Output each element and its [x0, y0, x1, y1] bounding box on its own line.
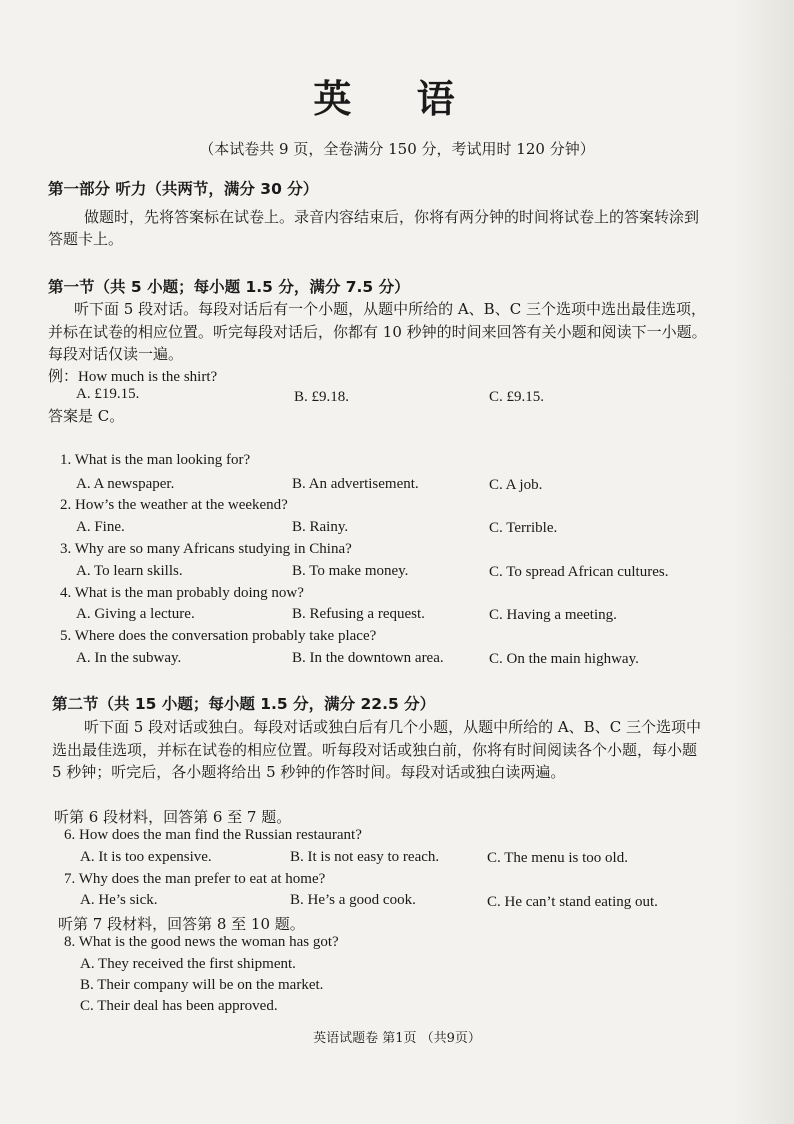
q5-option-a: A. In the subway. [76, 650, 182, 666]
q6-option-a: A. It is too expensive. [80, 849, 212, 865]
material-7-label: 听第 7 段材料，回答第 8 至 10 题。 [58, 915, 305, 933]
section2-heading: 第二节（共 15 小题；每小题 1.5 分，满分 22.5 分） [52, 695, 436, 713]
q7-option-a: A. He’s sick. [80, 892, 158, 908]
example-question: 例：How much is the shirt? [48, 369, 218, 385]
q5-option-c: C. On the main highway. [489, 651, 639, 667]
section2-instr-line2: 选出最佳选项，并标在试卷的相应位置。听每段对话或独白前，你将有时间阅读各个小题，每小题 [52, 741, 698, 759]
q8-option-b: B. Their company will be on the market. [80, 977, 324, 993]
page-title: 英 语 [313, 77, 481, 121]
q8-option-a: A. They received the first shipment. [80, 956, 296, 972]
q1-option-b: B. An advertisement. [292, 476, 419, 492]
bleed-through-shadow [734, 0, 794, 1124]
q3-option-b: B. To make money. [292, 563, 409, 579]
q4-option-a: A. Giving a lecture. [76, 606, 195, 622]
example-option-b: B. £9.18. [294, 389, 350, 405]
q2-option-b: B. Rainy. [292, 519, 349, 535]
q1-option-a: A. A newspaper. [76, 476, 175, 492]
question-7: 7. Why does the man prefer to eat at home? [64, 871, 326, 887]
question-2: 2. How’s the weather at the weekend? [60, 497, 288, 513]
q8-option-c: C. Their deal has been approved. [80, 998, 278, 1014]
q6-option-b: B. It is not easy to reach. [290, 849, 440, 865]
section1-instr-line3: 每段对话仅读一遍。 [48, 345, 184, 363]
section1-instr-line2: 并标在试卷的相应位置。听完每段对话后，你都有 10 秒钟的时间来回答有关小题和阅读下一小题。 [48, 323, 707, 341]
part1-intro-line1: 做题时，先将答案标在试卷上。录音内容结束后，你将有两分钟的时间将试卷上的答案转涂到 [84, 208, 700, 226]
section2-instr-line3: 5 秒钟；听完后，各小题将给出 5 秒钟的作答时间。每段对话或独白读两遍。 [52, 763, 566, 781]
question-5: 5. Where does the conversation probably take place? [60, 628, 377, 644]
material-6-label: 听第 6 段材料，回答第 6 至 7 题。 [54, 808, 292, 826]
q7-option-c: C. He can’t stand eating out. [487, 894, 658, 910]
section2-instr-line1: 听下面 5 段对话或独白。每段对话或独白后有几个小题，从题中所给的 A、B、C 三个选项中 [84, 718, 701, 736]
q3-option-a: A. To learn skills. [76, 563, 183, 579]
q5-option-b: B. In the downtown area. [292, 650, 444, 666]
q2-option-a: A. Fine. [76, 519, 125, 535]
part1-heading: 第一部分 听力（共两节，满分 30 分） [48, 180, 319, 198]
part1-intro-line2: 答题卡上。 [48, 230, 124, 248]
example-answer: 答案是 C。 [48, 407, 125, 425]
exam-info: （本试卷共 9 页，全卷满分 150 分，考试用时 120 分钟） [199, 140, 595, 158]
page-footer: 英语试题卷 第1页 （共9页） [313, 1031, 481, 1046]
q6-option-c: C. The menu is too old. [487, 850, 628, 866]
example-option-a: A. £19.15. [76, 386, 140, 402]
question-1: 1. What is the man looking for? [60, 452, 251, 468]
q4-option-c: C. Having a meeting. [489, 607, 617, 623]
q3-option-c: C. To spread African cultures. [489, 564, 669, 580]
question-3: 3. Why are so many Africans studying in China? [60, 541, 352, 557]
question-4: 4. What is the man probably doing now? [60, 585, 304, 601]
question-8: 8. What is the good news the woman has got? [64, 934, 339, 950]
section1-heading: 第一节（共 5 小题；每小题 1.5 分，满分 7.5 分） [48, 278, 410, 296]
q7-option-b: B. He’s a good cook. [290, 892, 416, 908]
section1-instr-line1: 听下面 5 段对话。每段对话后有一个小题，从题中所给的 A、B、C 三个选项中选出最佳选项， [74, 300, 706, 318]
example-option-c: C. £9.15. [489, 389, 545, 405]
q4-option-b: B. Refusing a request. [292, 606, 425, 622]
q1-option-c: C. A job. [489, 477, 543, 493]
question-6: 6. How does the man find the Russian restaurant? [64, 827, 362, 843]
q2-option-c: C. Terrible. [489, 520, 558, 536]
